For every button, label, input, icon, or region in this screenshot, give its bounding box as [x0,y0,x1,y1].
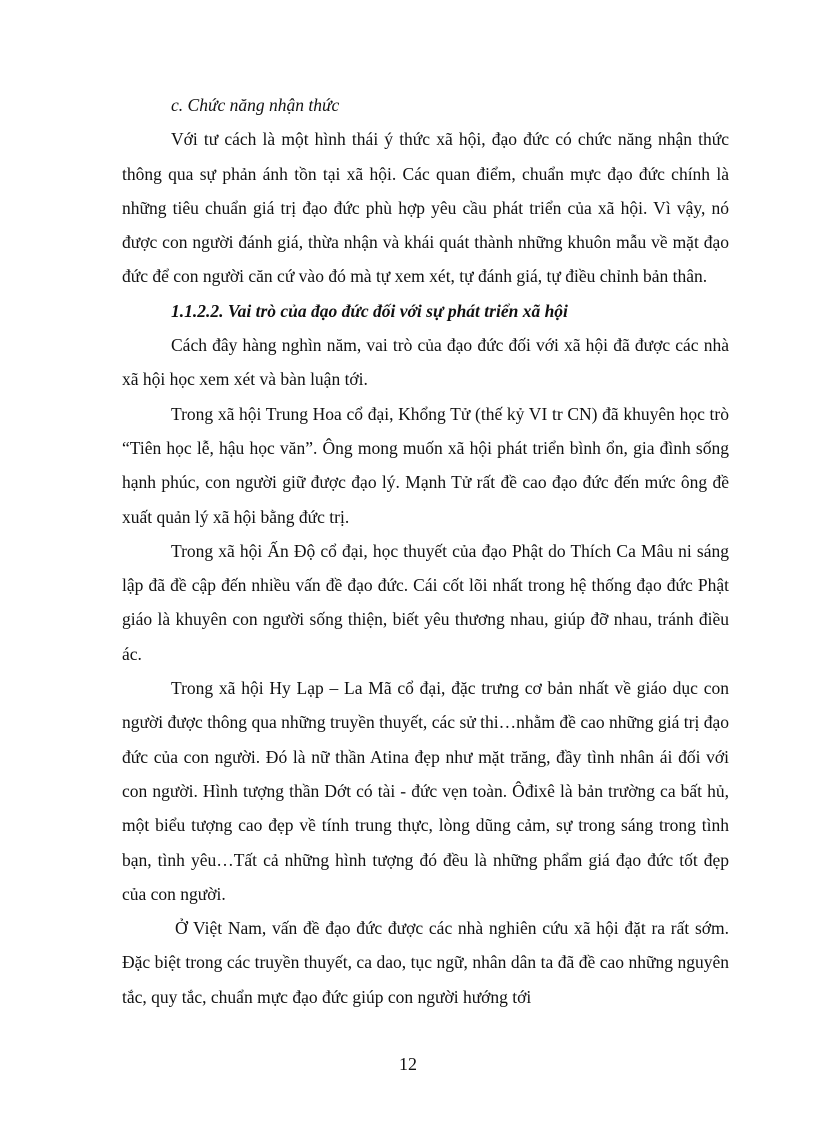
page-body [122,88,729,1014]
subheading-cognitive-function: c. Chức năng nhận thức [171,95,340,115]
paragraph-greece-rome: Trong xã hội Hy Lạp – La Mã cổ đại, đặc trưng cơ bản nhất về giáo dục con người được thông qua những truyền thuyết, các sử thi…nhằm đề cao những giá trị đạo đức của con người. Đó là nữ thần Atina đẹp như mặt trăng, đầy tình nhân ái đối với con người. Hình tượng thần Dớt có tài - đức vẹn toàn. Ôđixê là bản trường ca bất hủ, một biểu tượng cao đẹp về tính trung thực, lòng dũng cảm, sự trong sáng trong tình bạn, tình yêu…Tất cả những hình tượng đó đều là những phẩm giá đạo đức tốt đẹp của con người. [122,678,729,904]
paragraph-india: Trong xã hội Ấn Độ cổ đại, học thuyết của đạo Phật do Thích Ca Mâu ni sáng lập đã đề cập đến nhiều vấn đề đạo đức. Cái cốt lõi nhất trong hệ thống đạo đức Phật giáo là khuyên con người sống thiện, biết yêu thương nhau, giúp đỡ nhau, tránh điều ác. [122,540,729,664]
paragraph-cognitive-function: Với tư cách là một hình thái ý thức xã hội, đạo đức có chức năng nhận thức thông qua sự phản ánh tồn tại xã hội. Các quan điểm, chuẩn mực đạo đức chính là những tiêu chuẩn giá trị đạo đức phù hợp yêu cầu phát triển của xã hội. Vì vậy, nó được con người đánh giá, thừa nhận và khái quát thành những khuôn mẫu về mặt đạo đức để con người căn cứ vào đó mà tự xem xét, tự đánh giá, tự điều chỉnh bản thân. [122,129,729,287]
page-number: 12 [399,1054,417,1074]
section-heading-role-of-ethics: 1.1.2.2. Vai trò của đạo đức đối với sự phát triển xã hội [171,300,568,321]
paragraph-vietnam: Ở Việt Nam, vấn đề đạo đức được các nhà nghiên cứu xã hội đặt ra rất sớm. Đặc biệt trong các truyền thuyết, ca dao, tục ngữ, nhân dân ta đã đề cao những nguyên tắc, quy tắc, chuẩn mực đạo đức giúp con người hướng tới [122,918,729,1007]
paragraph-china: Trong xã hội Trung Hoa cổ đại, Khổng Tử (thế kỷ VI tr CN) đã khuyên học trò “Tiên học lễ, hậu học văn”. Ông mong muốn xã hội phát triển bình ổn, gia đình sống hạnh phúc, con người giữ được đạo lý. Mạnh Tử rất đề cao đạo đức đến mức ông đề xuất quản lý xã hội bằng đức trị. [122,403,729,527]
paragraph-history: Cách đây hàng nghìn năm, vai trò của đạo đức đối với xã hội đã được các nhà xã hội học xem xét và bàn luận tới. [122,335,729,390]
